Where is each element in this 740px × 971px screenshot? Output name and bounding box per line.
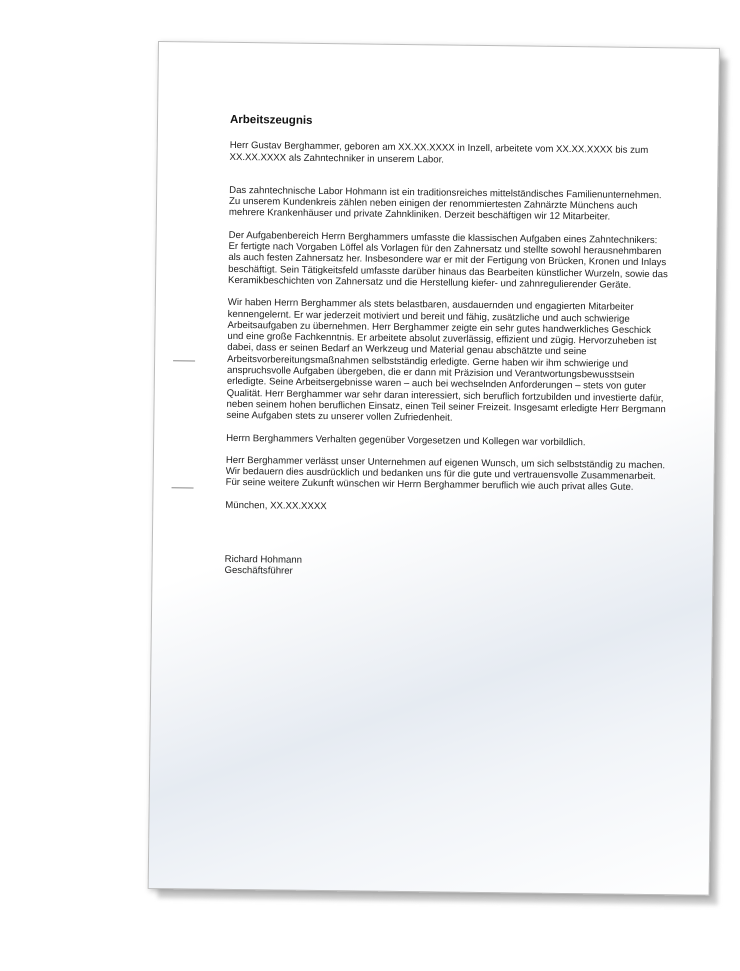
paragraph-tasks: Der Aufgabenbereich Herrn Berghammers umfasste die klassischen Aufgaben eines Zahntechnikers: Er fertigte nach Vorgaben Löffel als Vorlagen für den Zahnersatz und stellte sowohl herausnehmbaren als auch festen Zahnersatz her. Insbesondere war er mit der Fertigung von Brücken, Kronen und Inlays beschäftigt. Sein Tätigkeitsfeld umfasste darüber hinaus das Bearbeiten künstlicher Wurzeln, sowie das Keramikbeschichten von Zahnersatz und die Herstellung kiefer- und zahnregulierender Geräte. <box>228 229 668 291</box>
letter-body <box>224 115 670 582</box>
document-page <box>148 41 720 896</box>
document-title: Arbeitszeugnis <box>229 113 313 127</box>
paragraph-intro: Herr Gustav Berghammer, geboren am XX.XX.XXXX in Inzell, arbeitete vom XX.XX.XXXX bis zum XX.XX.XXXX als Zahntechniker in unserem Labor. <box>229 140 649 166</box>
signature-space <box>225 522 665 559</box>
fold-mark-bottom <box>172 487 194 488</box>
fold-mark-top <box>173 360 195 361</box>
signer-role: Geschäftsführer <box>224 565 293 577</box>
place-date: München, XX.XX.XXXX <box>225 499 327 512</box>
paragraph-farewell: Herr Berghammer verlässt unser Unternehmen auf eigenen Wunsch, um sich selbstständig zu machen. Wir bedauern dies ausdrücklich und bedanken uns für die gute und vertrauensvolle Zusammenarbeit. Für seine weitere Zukunft wünschen wir Herrn Berghammer beruflich wie auch privat alles Gute. <box>225 454 666 494</box>
paragraph-company: Das zahntechnische Labor Hohmann ist ein traditionsreiches mittelständisches Familienunternehmen. Zu unserem Kundenkreis zählen neben einigen der renommiertesten Zahnärzte Münchens auch mehrere Krankenhäuser und private Zahnkliniken. Derzeit beschäftigen wir 12 Mitarbeiter. <box>228 184 662 224</box>
signer-name: Richard Hohmann <box>224 553 303 566</box>
paragraph-performance: Wir haben Herrn Berghammer als stets belastbaren, ausdauernden und engagierten Mitarbeiter kennengelernt. Er war jederzeit motiviert und bereit und fähig, zusätzliche und auch schwierige Arbeitsaufgaben zu übernehmen. Herr Berghammer zeigte ein sehr gutes handwerkliches Geschick und eine große Fachkenntnis. Er arbeitete absolut zuverlässig, effizient und zügig. Hervorzuheben ist dabei, dass er seinen Bedarf an Werkzeug und Material genau abschätzte und seine Arbeitsvorbereitungsmaßnahmen selbstständig erledigte. Gerne haben wir ihm schwierige und anspruchsvolle Aufgaben übergeben, die er dann mit Präzision und Verantwortungsbewusstsein erledigte. Seine Arbeitsergebnisse waren – auch bei wechselnden Anforderungen – stets von guter Qualität. Herr Berghammer war sehr daran interessiert, sich beruflich fortzubilden und investierte dafür, neben seinem hohen beruflichen Einsatz, einen Teil seiner Freizeit. Insgesamt erledigte Herr Bergmann seine Aufgaben stets zu unserer vollen Zufriedenheit. <box>226 297 666 424</box>
paragraph-behavior: Herrn Berghammers Verhalten gegenüber Vorgesetzen und Kollegen war vorbildlich. <box>226 432 586 448</box>
